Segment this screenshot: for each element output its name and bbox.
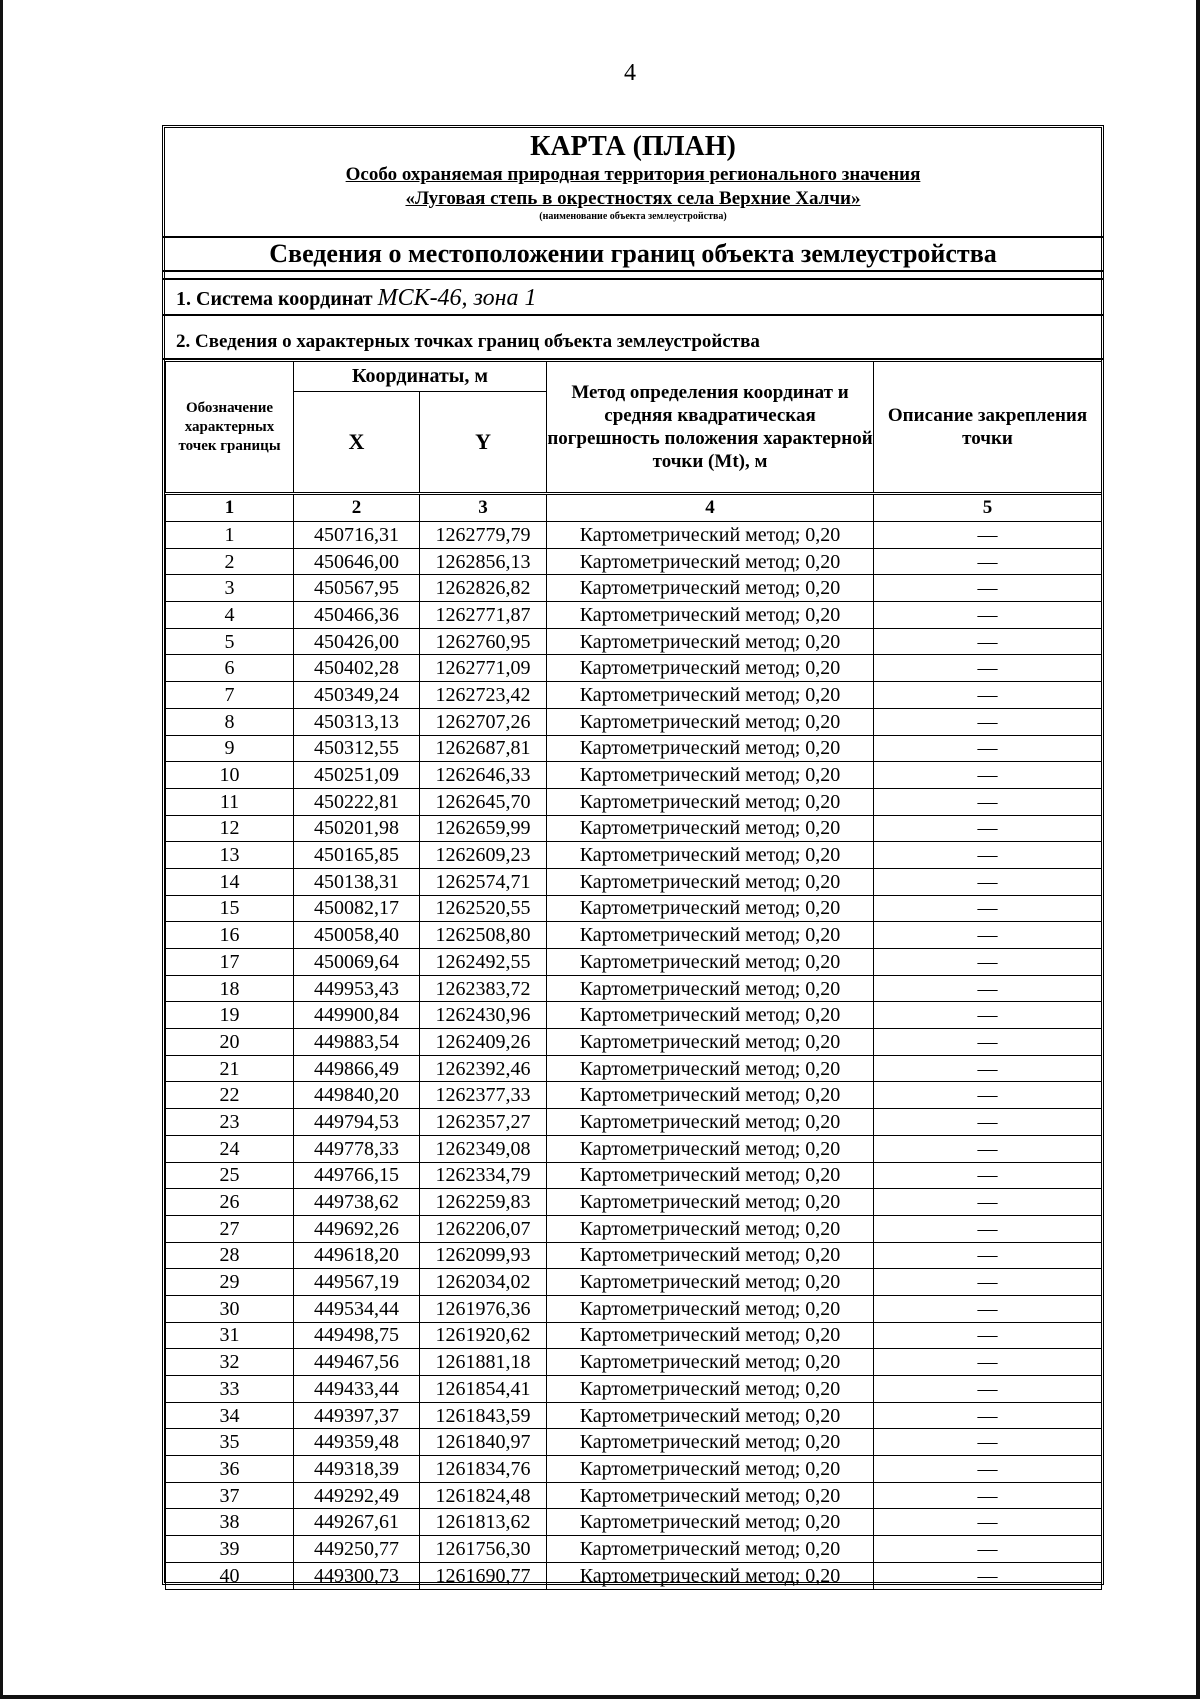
coord-x: 450082,17 bbox=[294, 895, 420, 922]
fixing-description: — bbox=[874, 522, 1102, 549]
coord-x: 449498,75 bbox=[294, 1322, 420, 1349]
table-row bbox=[166, 1402, 1102, 1429]
coord-x: 449300,73 bbox=[294, 1562, 420, 1589]
fixing-description: — bbox=[874, 949, 1102, 976]
coord-y: 1262409,26 bbox=[420, 1029, 547, 1056]
point-number: 8 bbox=[166, 708, 294, 735]
point-number: 23 bbox=[166, 1109, 294, 1136]
method-value: Картометрический метод; 0,20 bbox=[547, 1562, 874, 1589]
method-value: Картометрический метод; 0,20 bbox=[547, 868, 874, 895]
table-row bbox=[166, 655, 1102, 682]
coord-y: 1262383,72 bbox=[420, 975, 547, 1002]
coord-x: 449900,84 bbox=[294, 1002, 420, 1029]
table-row bbox=[166, 1349, 1102, 1376]
point-number: 3 bbox=[166, 575, 294, 602]
point-number: 19 bbox=[166, 1002, 294, 1029]
column-numbers-row bbox=[166, 494, 1102, 522]
fixing-description: — bbox=[874, 1242, 1102, 1269]
fixing-description: — bbox=[874, 682, 1102, 709]
point-number: 14 bbox=[166, 868, 294, 895]
fixing-description: — bbox=[874, 1162, 1102, 1189]
table-row bbox=[166, 1456, 1102, 1483]
coord-x: 449359,48 bbox=[294, 1429, 420, 1456]
coord-y: 1261840,97 bbox=[420, 1429, 547, 1456]
coord-x: 449618,20 bbox=[294, 1242, 420, 1269]
coord-x: 449467,56 bbox=[294, 1349, 420, 1376]
table-row bbox=[166, 1562, 1102, 1589]
fixing-description: — bbox=[874, 708, 1102, 735]
method-value: Картометрический метод; 0,20 bbox=[547, 1002, 874, 1029]
point-number: 29 bbox=[166, 1269, 294, 1296]
fixing-description: — bbox=[874, 1376, 1102, 1403]
coord-x: 450165,85 bbox=[294, 842, 420, 869]
method-value: Картометрический метод; 0,20 bbox=[547, 1295, 874, 1322]
method-value: Картометрический метод; 0,20 bbox=[547, 1482, 874, 1509]
coord-y: 1261690,77 bbox=[420, 1562, 547, 1589]
coord-y: 1262856,13 bbox=[420, 548, 547, 575]
coord-y: 1262826,82 bbox=[420, 575, 547, 602]
table-row bbox=[166, 815, 1102, 842]
coord-x: 450222,81 bbox=[294, 788, 420, 815]
method-value: Картометрический метод; 0,20 bbox=[547, 682, 874, 709]
table-row bbox=[166, 1509, 1102, 1536]
table-row bbox=[166, 1242, 1102, 1269]
table-row bbox=[166, 522, 1102, 549]
point-number: 22 bbox=[166, 1082, 294, 1109]
column-number: 4 bbox=[547, 494, 874, 522]
coord-x: 450312,55 bbox=[294, 735, 420, 762]
fixing-description: — bbox=[874, 1402, 1102, 1429]
table-row bbox=[166, 788, 1102, 815]
method-value: Картометрический метод; 0,20 bbox=[547, 1402, 874, 1429]
table-row bbox=[166, 975, 1102, 1002]
coord-y: 1262508,80 bbox=[420, 922, 547, 949]
table-row bbox=[166, 682, 1102, 709]
table-row bbox=[166, 628, 1102, 655]
point-number: 24 bbox=[166, 1135, 294, 1162]
method-value: Картометрический метод; 0,20 bbox=[547, 842, 874, 869]
fixing-description: — bbox=[874, 1482, 1102, 1509]
coord-y: 1262520,55 bbox=[420, 895, 547, 922]
point-number: 27 bbox=[166, 1215, 294, 1242]
coord-x: 450138,31 bbox=[294, 868, 420, 895]
coord-y: 1262645,70 bbox=[420, 788, 547, 815]
coord-x: 449953,43 bbox=[294, 975, 420, 1002]
table-row bbox=[166, 1002, 1102, 1029]
subtitle-line-1: Особо охраняемая природная территория регионального значения bbox=[345, 164, 921, 185]
method-value: Картометрический метод; 0,20 bbox=[547, 1055, 874, 1082]
fixing-description: — bbox=[874, 895, 1102, 922]
coord-y: 1261881,18 bbox=[420, 1349, 547, 1376]
method-value: Картометрический метод; 0,20 bbox=[547, 708, 874, 735]
point-number: 17 bbox=[166, 949, 294, 976]
boundary-points-table bbox=[165, 361, 1102, 1590]
table-row bbox=[166, 735, 1102, 762]
table-row bbox=[166, 895, 1102, 922]
table-row bbox=[166, 842, 1102, 869]
table-row bbox=[166, 1295, 1102, 1322]
document-header bbox=[162, 125, 1104, 240]
coord-x: 449794,53 bbox=[294, 1109, 420, 1136]
table-row bbox=[166, 602, 1102, 629]
table-row bbox=[166, 949, 1102, 976]
fixing-description: — bbox=[874, 1029, 1102, 1056]
fixing-description: — bbox=[874, 788, 1102, 815]
header-method bbox=[547, 362, 874, 494]
table-row bbox=[166, 1482, 1102, 1509]
coord-x: 449738,62 bbox=[294, 1189, 420, 1216]
object-name-caption: (наименование объекта землеустройства) bbox=[539, 211, 727, 222]
fixing-description: — bbox=[874, 602, 1102, 629]
coord-x: 450646,00 bbox=[294, 548, 420, 575]
fixing-description: — bbox=[874, 575, 1102, 602]
table-row bbox=[166, 575, 1102, 602]
coord-x: 450069,64 bbox=[294, 949, 420, 976]
point-number: 40 bbox=[166, 1562, 294, 1589]
table-row bbox=[166, 1162, 1102, 1189]
point-number: 28 bbox=[166, 1242, 294, 1269]
point-number: 31 bbox=[166, 1322, 294, 1349]
point-number: 6 bbox=[166, 655, 294, 682]
point-number: 25 bbox=[166, 1162, 294, 1189]
coord-y: 1261824,48 bbox=[420, 1482, 547, 1509]
fixing-description: — bbox=[874, 1295, 1102, 1322]
fixing-description: — bbox=[874, 1109, 1102, 1136]
fixing-description: — bbox=[874, 628, 1102, 655]
method-value: Картометрический метод; 0,20 bbox=[547, 548, 874, 575]
coord-y: 1262334,79 bbox=[420, 1162, 547, 1189]
coord-y: 1262723,42 bbox=[420, 682, 547, 709]
point-number: 13 bbox=[166, 842, 294, 869]
coord-y: 1262779,79 bbox=[420, 522, 547, 549]
method-value: Картометрический метод; 0,20 bbox=[547, 1322, 874, 1349]
coord-y: 1262492,55 bbox=[420, 949, 547, 976]
fixing-description: — bbox=[874, 548, 1102, 575]
coord-y: 1261756,30 bbox=[420, 1536, 547, 1563]
coord-y: 1262099,93 bbox=[420, 1242, 547, 1269]
coord-x: 449318,39 bbox=[294, 1456, 420, 1483]
point-number: 16 bbox=[166, 922, 294, 949]
point-number: 9 bbox=[166, 735, 294, 762]
table-row bbox=[166, 548, 1102, 575]
document-title: КАРТА (ПЛАН) bbox=[530, 131, 736, 162]
point-number: 33 bbox=[166, 1376, 294, 1403]
coord-x: 449534,44 bbox=[294, 1295, 420, 1322]
coord-y: 1262771,87 bbox=[420, 602, 547, 629]
coord-x: 449778,33 bbox=[294, 1135, 420, 1162]
coord-x: 449267,61 bbox=[294, 1509, 420, 1536]
method-value: Картометрический метод; 0,20 bbox=[547, 1536, 874, 1563]
point-number: 20 bbox=[166, 1029, 294, 1056]
table-row bbox=[166, 762, 1102, 789]
method-value: Картометрический метод; 0,20 bbox=[547, 1509, 874, 1536]
coord-y: 1262687,81 bbox=[420, 735, 547, 762]
coord-y: 1262357,27 bbox=[420, 1109, 547, 1136]
fixing-description: — bbox=[874, 655, 1102, 682]
coord-y: 1262646,33 bbox=[420, 762, 547, 789]
method-value: Картометрический метод; 0,20 bbox=[547, 602, 874, 629]
coord-y: 1261843,59 bbox=[420, 1402, 547, 1429]
table-row bbox=[166, 868, 1102, 895]
coord-x: 450567,95 bbox=[294, 575, 420, 602]
method-value: Картометрический метод; 0,20 bbox=[547, 1349, 874, 1376]
point-number: 36 bbox=[166, 1456, 294, 1483]
header-coordinates: Координаты, м bbox=[294, 362, 547, 392]
coord-y: 1262609,23 bbox=[420, 842, 547, 869]
table-row bbox=[166, 1215, 1102, 1242]
header-designation: Обозначение характерных точек границы bbox=[166, 362, 294, 494]
point-number: 12 bbox=[166, 815, 294, 842]
coord-x: 449766,15 bbox=[294, 1162, 420, 1189]
coord-y: 1262760,95 bbox=[420, 628, 547, 655]
point-number: 38 bbox=[166, 1509, 294, 1536]
coord-x: 449250,77 bbox=[294, 1536, 420, 1563]
method-value: Картометрический метод; 0,20 bbox=[547, 1429, 874, 1456]
method-value: Картометрический метод; 0,20 bbox=[547, 1109, 874, 1136]
point-number: 32 bbox=[166, 1349, 294, 1376]
header-x: X bbox=[294, 392, 420, 494]
point-number: 4 bbox=[166, 602, 294, 629]
fixing-description: — bbox=[874, 762, 1102, 789]
coord-y: 1262034,02 bbox=[420, 1269, 547, 1296]
method-value: Картометрический метод; 0,20 bbox=[547, 975, 874, 1002]
coord-y: 1262392,46 bbox=[420, 1055, 547, 1082]
section-title: Сведения о местоположении границ объекта землеустройства bbox=[162, 236, 1104, 272]
fixing-description: — bbox=[874, 1456, 1102, 1483]
column-number: 1 bbox=[166, 494, 294, 522]
coordinate-system-label: 1. Система координат bbox=[176, 288, 373, 310]
coord-y: 1262574,71 bbox=[420, 868, 547, 895]
coord-x: 449692,26 bbox=[294, 1215, 420, 1242]
fixing-description: — bbox=[874, 1215, 1102, 1242]
table-row bbox=[166, 708, 1102, 735]
method-value: Картометрический метод; 0,20 bbox=[547, 1029, 874, 1056]
fixing-description: — bbox=[874, 735, 1102, 762]
method-value: Картометрический метод; 0,20 bbox=[547, 1162, 874, 1189]
method-value: Картометрический метод; 0,20 bbox=[547, 949, 874, 976]
method-value: Картометрический метод; 0,20 bbox=[547, 1242, 874, 1269]
fixing-description: — bbox=[874, 1135, 1102, 1162]
point-number: 10 bbox=[166, 762, 294, 789]
fixing-description: — bbox=[874, 842, 1102, 869]
point-number: 11 bbox=[166, 788, 294, 815]
coord-y: 1261854,41 bbox=[420, 1376, 547, 1403]
header-description bbox=[874, 362, 1102, 494]
fixing-description: — bbox=[874, 1429, 1102, 1456]
table-row bbox=[166, 1082, 1102, 1109]
coord-x: 449866,49 bbox=[294, 1055, 420, 1082]
fixing-description: — bbox=[874, 1349, 1102, 1376]
fixing-description: — bbox=[874, 975, 1102, 1002]
coord-y: 1262771,09 bbox=[420, 655, 547, 682]
table-row bbox=[166, 1029, 1102, 1056]
coord-x: 449840,20 bbox=[294, 1082, 420, 1109]
fixing-description: — bbox=[874, 1002, 1102, 1029]
fixing-description: — bbox=[874, 1269, 1102, 1296]
method-value: Картометрический метод; 0,20 bbox=[547, 1456, 874, 1483]
point-number: 15 bbox=[166, 895, 294, 922]
method-value: Картометрический метод; 0,20 bbox=[547, 655, 874, 682]
fixing-description: — bbox=[874, 815, 1102, 842]
coord-x: 450201,98 bbox=[294, 815, 420, 842]
point-number: 2 bbox=[166, 548, 294, 575]
table-body bbox=[166, 494, 1102, 1590]
coord-x: 450402,28 bbox=[294, 655, 420, 682]
scan-edge-bottom bbox=[0, 1695, 1200, 1699]
method-value: Картометрический метод; 0,20 bbox=[547, 1082, 874, 1109]
point-number: 5 bbox=[166, 628, 294, 655]
fixing-description: — bbox=[874, 1562, 1102, 1589]
point-number: 30 bbox=[166, 1295, 294, 1322]
coord-x: 449292,49 bbox=[294, 1482, 420, 1509]
table-row bbox=[166, 1269, 1102, 1296]
table-row bbox=[166, 1135, 1102, 1162]
coord-y: 1262707,26 bbox=[420, 708, 547, 735]
coord-x: 450313,13 bbox=[294, 708, 420, 735]
header-method-text: Метод определения координат и средняя квадратическая погрешность положения характерной точки (Mt), м bbox=[547, 382, 873, 472]
fixing-description: — bbox=[874, 922, 1102, 949]
coord-x: 449397,37 bbox=[294, 1402, 420, 1429]
point-number: 35 bbox=[166, 1429, 294, 1456]
fixing-description: — bbox=[874, 1322, 1102, 1349]
point-number: 21 bbox=[166, 1055, 294, 1082]
table-row bbox=[166, 1322, 1102, 1349]
fixing-description: — bbox=[874, 1509, 1102, 1536]
method-value: Картометрический метод; 0,20 bbox=[547, 628, 874, 655]
point-number: 26 bbox=[166, 1189, 294, 1216]
coord-y: 1261834,76 bbox=[420, 1456, 547, 1483]
column-number: 3 bbox=[420, 494, 547, 522]
method-value: Картометрический метод; 0,20 bbox=[547, 522, 874, 549]
method-value: Картометрический метод; 0,20 bbox=[547, 1269, 874, 1296]
method-value: Картометрический метод; 0,20 bbox=[547, 575, 874, 602]
header-y: Y bbox=[420, 392, 547, 494]
fixing-description: — bbox=[874, 1536, 1102, 1563]
coord-y: 1261813,62 bbox=[420, 1509, 547, 1536]
coord-x: 450466,36 bbox=[294, 602, 420, 629]
coord-x: 450426,00 bbox=[294, 628, 420, 655]
method-value: Картометрический метод; 0,20 bbox=[547, 762, 874, 789]
coord-y: 1262430,96 bbox=[420, 1002, 547, 1029]
coord-x: 450716,31 bbox=[294, 522, 420, 549]
method-value: Картометрический метод; 0,20 bbox=[547, 1189, 874, 1216]
coord-y: 1262377,33 bbox=[420, 1082, 547, 1109]
point-number: 1 bbox=[166, 522, 294, 549]
method-value: Картометрический метод; 0,20 bbox=[547, 735, 874, 762]
fixing-description: — bbox=[874, 1189, 1102, 1216]
coord-x: 449433,44 bbox=[294, 1376, 420, 1403]
coordinate-system bbox=[162, 278, 1104, 316]
fixing-description: — bbox=[874, 868, 1102, 895]
fixing-description: — bbox=[874, 1055, 1102, 1082]
coord-y: 1262206,07 bbox=[420, 1215, 547, 1242]
coord-y: 1262659,99 bbox=[420, 815, 547, 842]
column-number: 5 bbox=[874, 494, 1102, 522]
coord-x: 450251,09 bbox=[294, 762, 420, 789]
fixing-description: — bbox=[874, 1082, 1102, 1109]
table-row bbox=[166, 922, 1102, 949]
page-number: 4 bbox=[624, 60, 636, 86]
table-row bbox=[166, 1189, 1102, 1216]
method-value: Картометрический метод; 0,20 bbox=[547, 1215, 874, 1242]
subtitle-line-2: «Луговая степь в окрестностях села Верхние Халчи» bbox=[405, 188, 861, 209]
table-row bbox=[166, 1376, 1102, 1403]
coord-y: 1262349,08 bbox=[420, 1135, 547, 1162]
method-value: Картометрический метод; 0,20 bbox=[547, 815, 874, 842]
coord-x: 449567,19 bbox=[294, 1269, 420, 1296]
column-number: 2 bbox=[294, 494, 420, 522]
point-number: 39 bbox=[166, 1536, 294, 1563]
table-row bbox=[166, 1429, 1102, 1456]
points-section-title: 2. Сведения о характерных точках границ объекта землеустройства bbox=[162, 322, 1104, 360]
method-value: Картометрический метод; 0,20 bbox=[547, 1135, 874, 1162]
coord-x: 450058,40 bbox=[294, 922, 420, 949]
header-description-text: Описание закрепления точки bbox=[887, 405, 1088, 449]
method-value: Картометрический метод; 0,20 bbox=[547, 922, 874, 949]
method-value: Картометрический метод; 0,20 bbox=[547, 895, 874, 922]
method-value: Картометрический метод; 0,20 bbox=[547, 1376, 874, 1403]
coord-y: 1262259,83 bbox=[420, 1189, 547, 1216]
coord-x: 449883,54 bbox=[294, 1029, 420, 1056]
coord-y: 1261976,36 bbox=[420, 1295, 547, 1322]
point-number: 18 bbox=[166, 975, 294, 1002]
scan-edge-left bbox=[0, 0, 3, 1699]
coord-x: 450349,24 bbox=[294, 682, 420, 709]
method-value: Картометрический метод; 0,20 bbox=[547, 788, 874, 815]
table-row bbox=[166, 1055, 1102, 1082]
table-row bbox=[166, 1536, 1102, 1563]
point-number: 7 bbox=[166, 682, 294, 709]
coord-y: 1261920,62 bbox=[420, 1322, 547, 1349]
coordinate-system-value: МСК-46, зона 1 bbox=[377, 285, 537, 311]
point-number: 37 bbox=[166, 1482, 294, 1509]
point-number: 34 bbox=[166, 1402, 294, 1429]
scan-edge-right bbox=[1196, 0, 1200, 1699]
table-row bbox=[166, 1109, 1102, 1136]
